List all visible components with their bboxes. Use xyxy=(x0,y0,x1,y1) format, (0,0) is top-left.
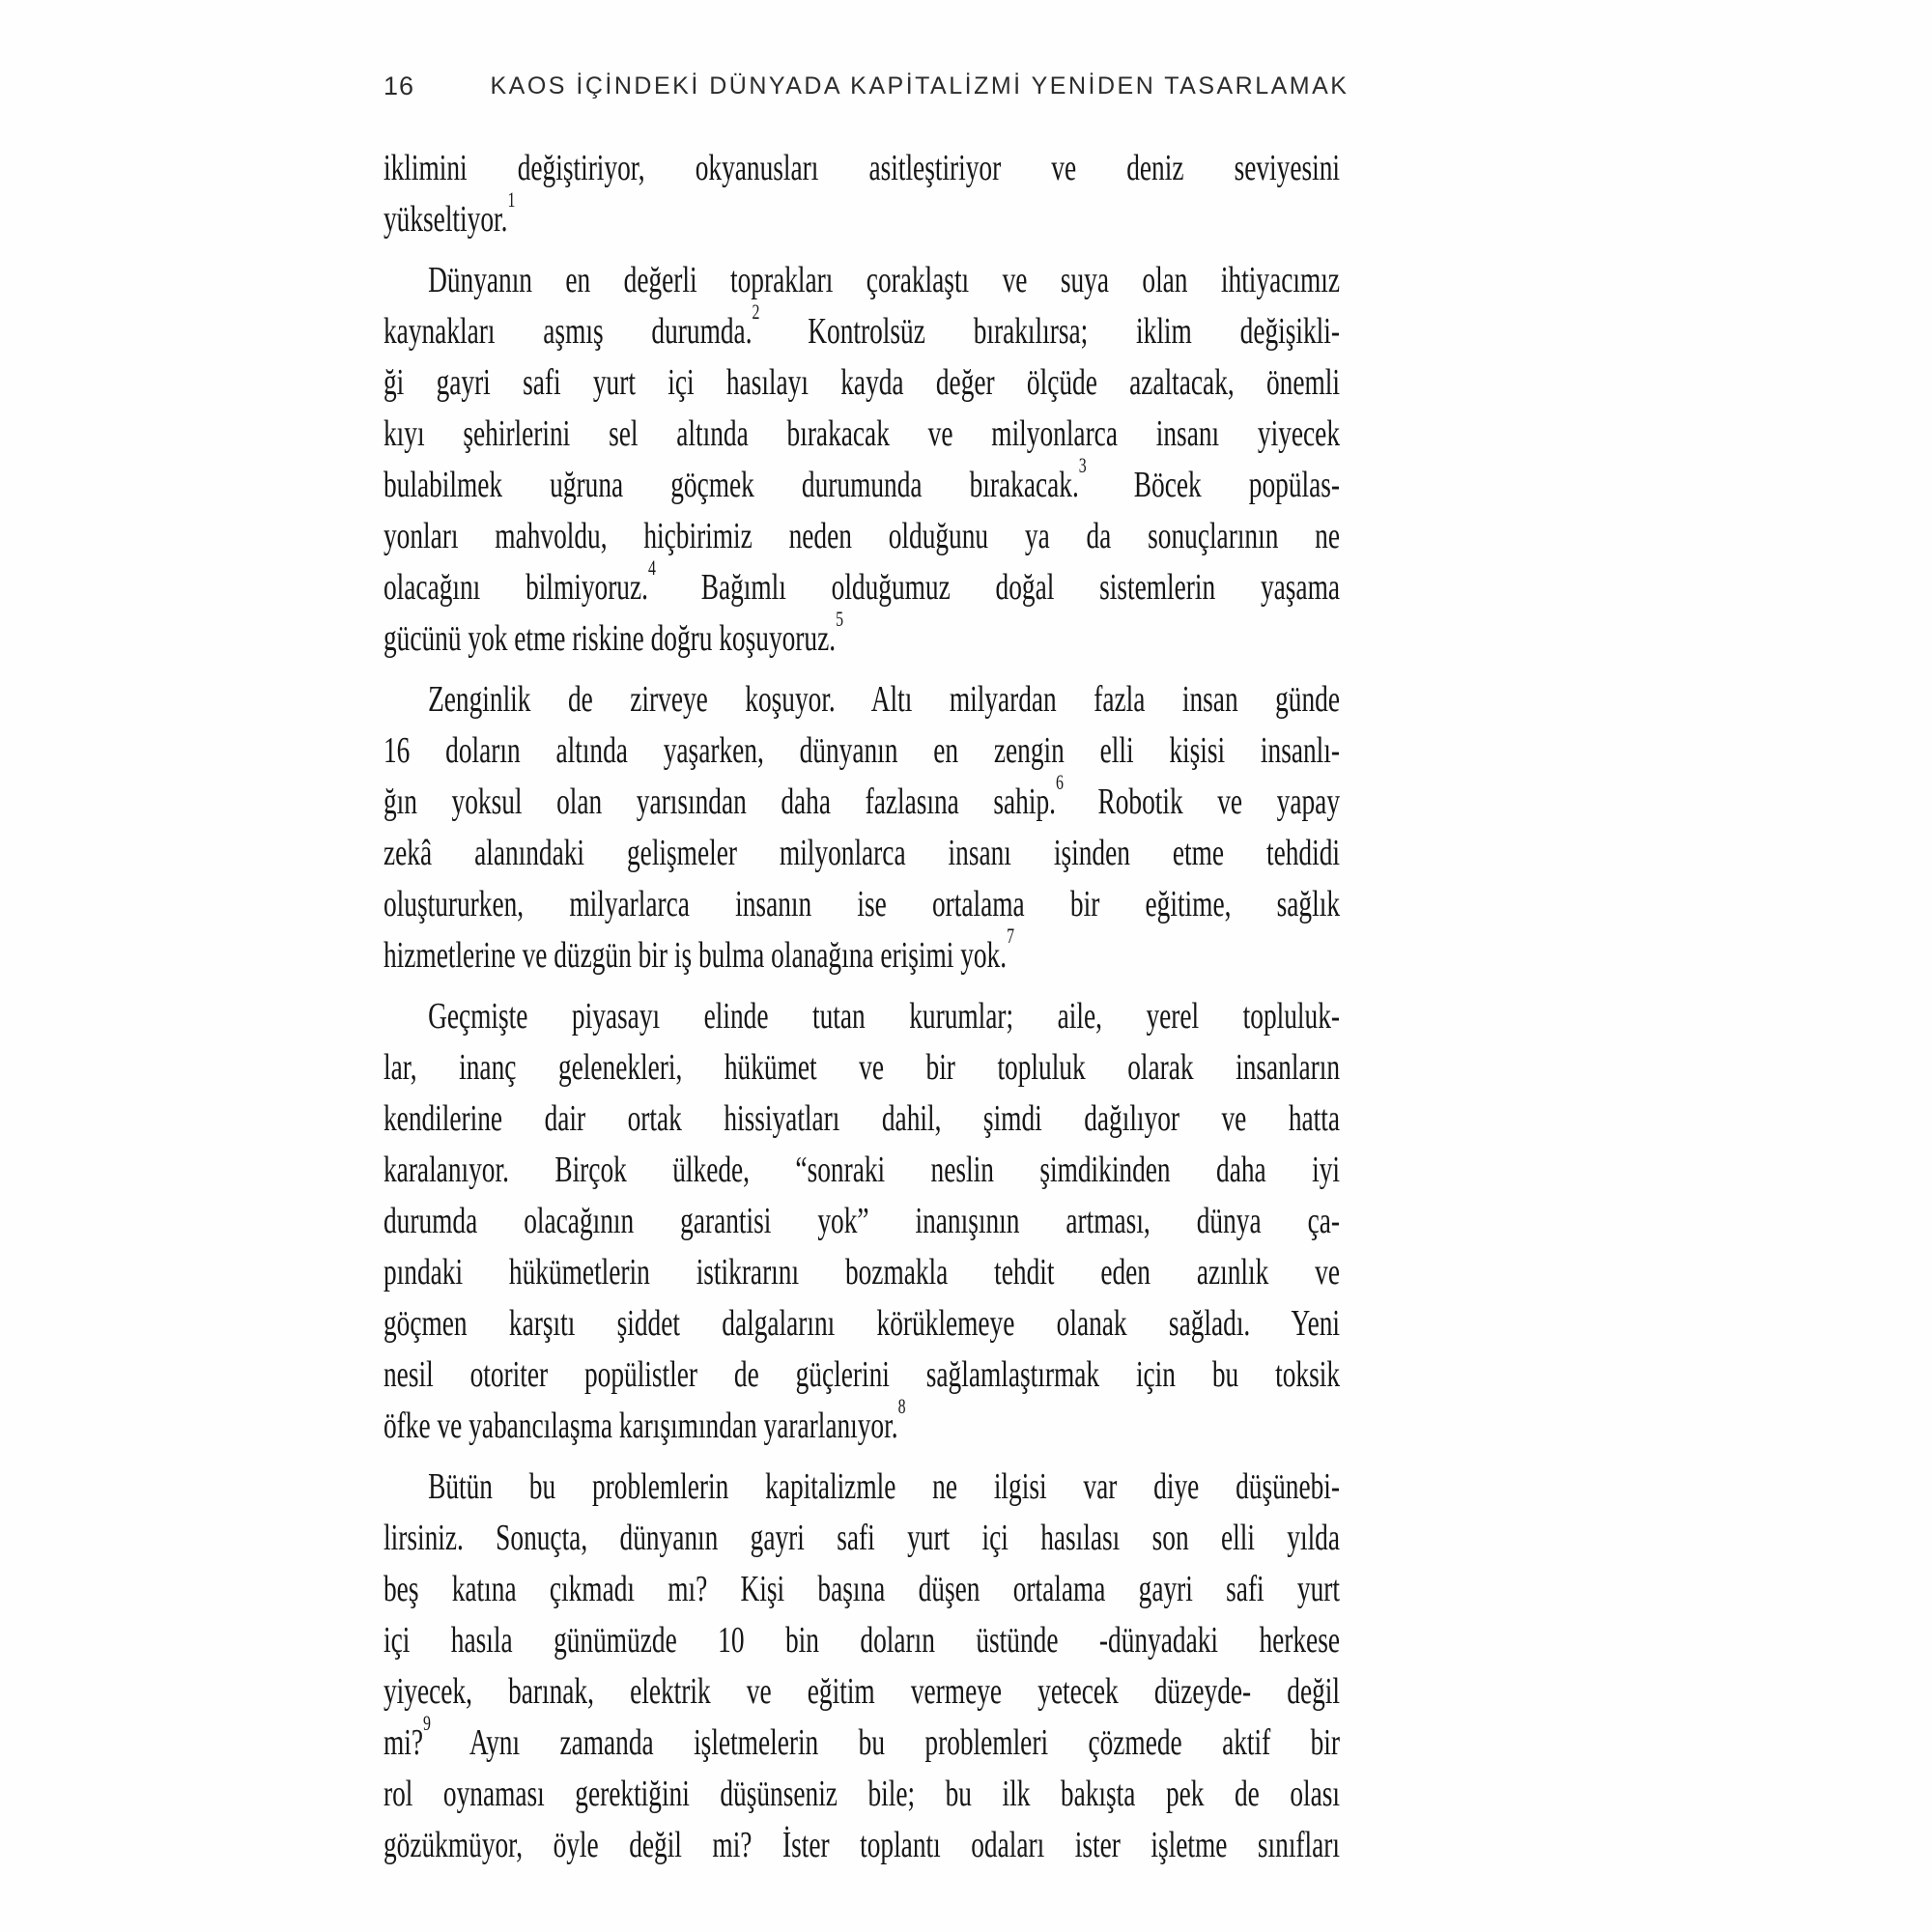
text-line: Bütün bu problemlerin kapitalizmle ne ilgisi var diye düşünebi- xyxy=(428,1466,1340,1507)
text-line: 16 doların altında yaşarken, dünyanın en zengin elli kişisi insanlı- xyxy=(384,730,1340,771)
text-line: Geçmişte piyasayı elinde tutan kurumlar; aile, yerel topluluk- xyxy=(428,996,1340,1037)
footnote-marker: 8 xyxy=(897,1394,906,1419)
footnote-marker: 5 xyxy=(836,607,844,632)
text-line: gücünü yok etme riskine doğru koşuyoruz.$^5$ xyxy=(384,607,844,659)
text-line: durumda olacağının garantisi yok” inanışının artması, dünya ça- xyxy=(384,1201,1340,1241)
text-line: Zenginlik de zirveye koşuyor. Altı milyardan fazla insan günde xyxy=(428,679,1340,720)
text-line: yiyecek, barınak, elektrik ve eğitim vermeye yetecek düzeyde- değil xyxy=(384,1671,1340,1712)
paragraph xyxy=(384,674,1340,981)
paragraph xyxy=(384,255,1340,665)
footnote-marker: 6 xyxy=(1055,770,1064,795)
text-line: lar, inanç gelenekleri, hükümet ve bir topluluk olarak insanların xyxy=(384,1047,1340,1088)
text-line: kendilerine dair ortak hissiyatları dahil, şimdi dağılıyor ve hatta xyxy=(384,1098,1340,1139)
page-number: 16 xyxy=(384,71,415,100)
text-line: yükseltiyor.$^1$ xyxy=(384,187,516,240)
text-line: ğın yoksul olan yarısından daha fazlasına sahip.$^6$ Robotik ve yapay xyxy=(384,770,1340,822)
footnote-marker: 4 xyxy=(647,555,656,581)
running-header xyxy=(384,71,1350,104)
text-line: Dünyanın en değerli toprakları çoraklaştı ve suya olan ihtiyacımız xyxy=(428,260,1340,300)
text-line: kaynakları aşmış durumda.$^2$ Kontrolsüz bırakılırsa; iklim değişikli- xyxy=(384,299,1340,352)
text-line: ği gayri safi yurt içi hasılayı kayda değer ölçüde azaltacak, önemli xyxy=(384,362,1340,403)
text-line: pındaki hükümetlerin istikrarını bozmakla tehdit eden azınlık ve xyxy=(384,1252,1340,1293)
text-line: rol oynaması gerektiğini düşünseniz bile; bu ilk bakışta pek de olası xyxy=(384,1774,1340,1814)
text-line: bulabilmek uğruna göçmek durumunda bırakacak.$^3$ Böcek popülas- xyxy=(384,453,1340,505)
text-line: nesil otoriter popülistler de güçlerini sağlamlaştırmak için bu toksik xyxy=(384,1354,1340,1395)
footnote-marker: 2 xyxy=(752,299,760,325)
paragraph xyxy=(384,1462,1340,1871)
footnote-marker: 1 xyxy=(507,187,516,213)
text-line: beş katına çıkmadı mı? Kişi başına düşen ortalama gayri safi yurt xyxy=(384,1569,1340,1609)
text-line: gözükmüyor, öyle değil mi? İster toplantı odaları ister işletme sınıfları xyxy=(384,1825,1340,1865)
text-line: lirsiniz. Sonuçta, dünyanın gayri safi yurt içi hasılası son elli yılda xyxy=(384,1518,1340,1558)
text-line: kıyı şehirlerini sel altında bırakacak ve milyonlarca insanı yiyecek xyxy=(384,413,1340,454)
text-line: karalanıyor. Birçok ülkede, “sonraki neslin şimdikinden daha iyi xyxy=(384,1150,1340,1190)
text-line: olacağını bilmiyoruz.$^4$ Bağımlı olduğumuz doğal sistemlerin yaşama xyxy=(384,555,1340,608)
paragraph xyxy=(384,143,1340,245)
running-title: KAOS İÇİNDEKİ DÜNYADA KAPİTALİZMİ YENİDEN TASARLAMAK xyxy=(490,72,1350,99)
text-line: hizmetlerine ve düzgün bir iş bulma olanağına erişimi yok.$^7$ xyxy=(384,923,1015,976)
text-line: öfke ve yabancılaşma karışımından yararlanıyor.$^8$ xyxy=(384,1394,906,1446)
text-line: göçmen karşıtı şiddet dalgalarını körüklemeye olanak sağladı. Yeni xyxy=(384,1303,1340,1344)
paragraph xyxy=(384,991,1340,1452)
text-line: iklimini değiştiriyor, okyanusları asitleştiriyor ve deniz seviyesini xyxy=(384,148,1340,188)
footnote-marker: 9 xyxy=(423,1711,431,1736)
body-text xyxy=(384,143,1340,1871)
text-line: yonları mahvoldu, hiçbirimiz neden olduğunu ya da sonuçlarının ne xyxy=(384,516,1340,556)
text-line: oluştururken, milyarlarca insanın ise ortalama bir eğitime, sağlık xyxy=(384,884,1340,924)
footnote-marker: 7 xyxy=(1007,923,1015,949)
text-line: içi hasıla günümüzde 10 bin doların üstünde -dünyadaki herkese xyxy=(384,1620,1340,1661)
body-text-column xyxy=(384,143,1340,1882)
text-line: mi?$^9$ Aynı zamanda işletmelerin bu problemleri çözmede aktif bir xyxy=(384,1711,1341,1763)
footnote-marker: 3 xyxy=(1078,453,1087,478)
text-line: zekâ alanındaki gelişmeler milyonlarca insanı işinden etme tehdidi xyxy=(384,833,1340,873)
